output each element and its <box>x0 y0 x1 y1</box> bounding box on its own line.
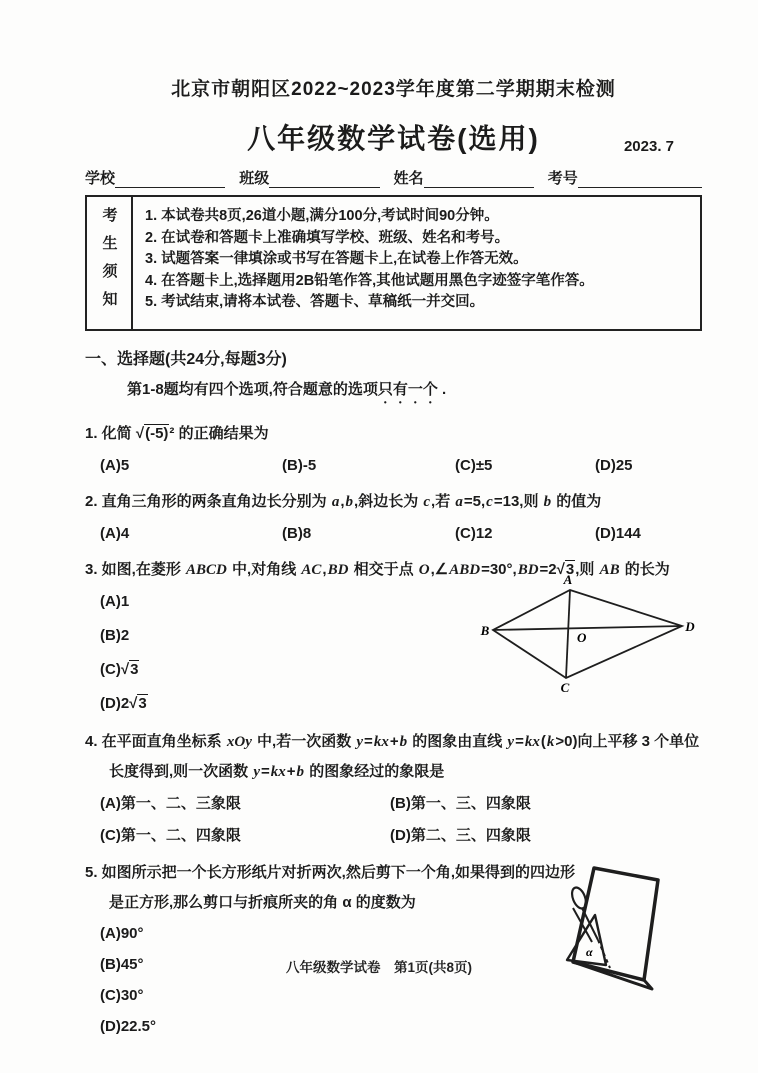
q2-option-b: (B)8 <box>282 525 312 542</box>
vertex-label-b: B <box>480 623 490 638</box>
q3-option-a: (A)1 <box>100 593 130 610</box>
exam-title: 北京市朝阳区2022~2023学年度第二学期期末检测 <box>171 79 616 100</box>
q2-option-d: (D)144 <box>595 525 641 542</box>
question-4 <box>85 727 702 850</box>
q5-option-d: (D)22.5° <box>100 1018 157 1035</box>
question-1-text: 1. 化简 √(-5)² 的正确结果为 <box>85 425 269 442</box>
question-4-text: 4. 在平面直角坐标系 xOy 中,若一次函数 y=kx+b 的图象由直线 y=kx(k>0)向上平移 3 个单位长度得到,则一次函数 y=kx+b 的图象经过的象限是 <box>85 733 700 780</box>
question-1-options <box>85 451 702 481</box>
section-note: 第1-8题均有四个选项,符合题意的选项只有一个 . <box>127 381 447 398</box>
emphasized-text: 只有一个 <box>377 381 438 398</box>
q1-option-d: (D)25 <box>595 457 633 474</box>
examno-field <box>548 167 702 188</box>
notice-item-5: 5. 考试结束,请将本试卷、答题卡、草稿纸一并交回。 <box>145 294 485 310</box>
question-5 <box>85 858 702 1042</box>
vertex-label-d: D <box>685 619 695 634</box>
q1-option-c: (C)±5 <box>455 457 493 474</box>
name-field <box>394 167 548 188</box>
notice-item-3: 3. 试题答案一律填涂或书写在答题卡上,在试卷上作答无效。 <box>145 251 528 267</box>
question-4-options <box>85 789 702 850</box>
q4-option-d: (D)第二、三、四象限 <box>390 827 531 844</box>
exam-date: 2023. 7 <box>623 138 674 155</box>
name-label: 姓名 <box>393 170 424 187</box>
q5-option-b: (B)45° <box>100 956 144 973</box>
q4-option-b: (B)第一、三、四象限 <box>390 795 531 812</box>
examno-label: 考号 <box>547 170 578 187</box>
q5-option-a: (A)90° <box>100 925 144 942</box>
q3-option-d: (D)2√3 <box>100 695 147 712</box>
q2-option-a: (A)4 <box>100 525 130 542</box>
name-blank-line <box>424 172 534 188</box>
q4-option-c: (C)第一、二、四象限 <box>100 827 241 844</box>
question-2-options <box>85 519 702 549</box>
vertex-label-a: A <box>563 573 573 587</box>
page-footer: 八年级数学试卷 第1页(共8页) <box>285 960 472 975</box>
question-1 <box>85 419 702 481</box>
vertex-label-c: C <box>560 680 570 695</box>
question-3-text: 3. 如图,在菱形 ABCD 中,对角线 AC,BD 相交于点 O,∠ABD=30°,BD=2√3,则 AB 的长为 <box>85 561 670 578</box>
class-label: 班级 <box>239 170 270 187</box>
page-content <box>85 74 702 1042</box>
question-2-text: 2. 直角三角形的两条直角边长分别为 a,b,斜边长为 c,若 a=5,c=13,则 b 的值为 <box>85 493 602 510</box>
notice-side-label: 考生须知 <box>87 197 133 329</box>
notice-item-1: 1. 本试卷共8页,26道小题,满分100分,考试时间90分钟。 <box>145 208 499 224</box>
exam-subtitle: 八年级数学试卷(选用) <box>247 123 540 154</box>
folded-paper-diagram <box>558 860 670 1011</box>
notice-item-4: 4. 在答题卡上,选择题用2B铅笔作答,其他试题用黑色字迹签字笔作答。 <box>145 272 594 289</box>
center-label-o: O <box>577 630 587 645</box>
q1-option-b: (B)-5 <box>282 457 317 474</box>
examno-blank-line <box>578 172 702 188</box>
class-blank-line <box>269 172 379 188</box>
question-2 <box>85 487 702 549</box>
q3-option-c: (C)√3 <box>100 661 139 678</box>
school-label: 学校 <box>85 170 116 187</box>
q3-option-b: (B)2 <box>100 627 130 644</box>
rhombus-diagram <box>480 573 696 706</box>
notice-box <box>85 195 702 331</box>
section-heading: 一、选择题(共24分,每题3分) <box>85 351 287 368</box>
notice-item-2: 2. 在试卷和答题卡上准确填写学校、班级、姓名和考号。 <box>145 229 510 246</box>
question-5-text: 5. 如图所示把一个长方形纸片对折两次,然后剪下一个角,如果得到的四边形是正方形,那么剪口与折痕所夹的角 α 的度数为 <box>85 864 576 911</box>
school-blank-line <box>115 172 225 188</box>
alpha-label: α <box>586 945 593 959</box>
question-3 <box>85 555 702 721</box>
notice-items <box>133 197 700 329</box>
subtitle-row <box>85 117 702 157</box>
student-info-row <box>85 167 702 188</box>
q1-option-a: (A)5 <box>100 457 130 474</box>
q4-option-a: (A)第一、二、三象限 <box>100 795 241 812</box>
class-field <box>239 167 393 188</box>
q5-option-c: (C)30° <box>100 987 144 1004</box>
q2-option-c: (C)12 <box>455 525 493 542</box>
school-field <box>85 167 239 188</box>
